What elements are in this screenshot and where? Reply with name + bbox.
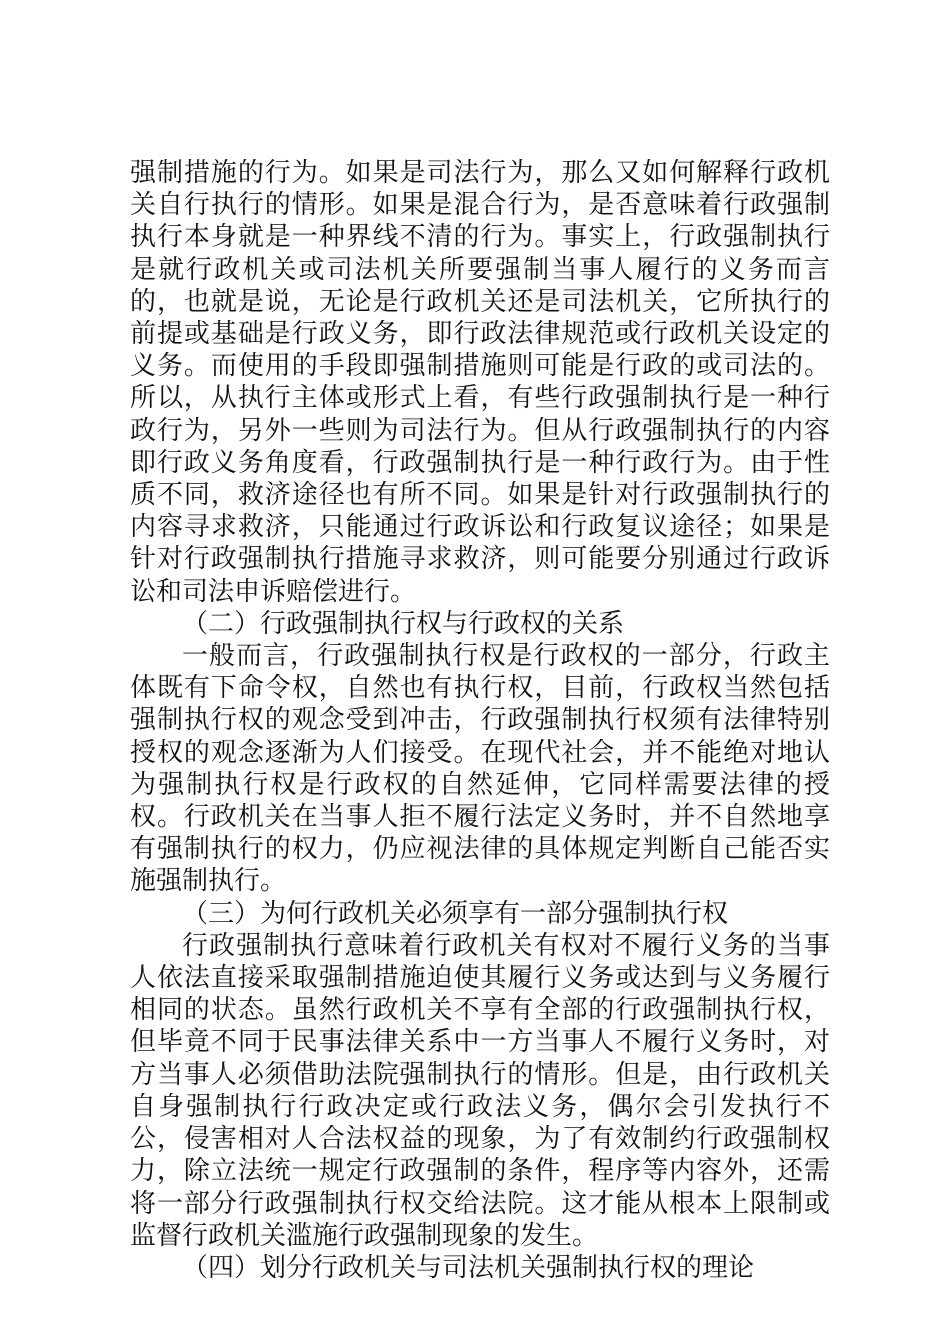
body-paragraph: 强制措施的行为。如果是司法行为，那么又如何解释行政机关自行执行的情形。如果是混合行为，是否意味着行政强制执行本身就是一种界线不清的行为。事实上，行政强制执行是就行政机关或司法机关所要强制当事人履行的义务而言的，也就是说，无论是行政机关还是司法机关，它所执行的前提或基础是行政义务，即行政法律规范或行政机关设定的义务。而使用的手段即强制措施则可能是行政的或司法的。所以，从执行主体或形式上看，有些行政强制执行是一种行政行为，另外一些则为司法行为。但从行政强制执行的内容即行政义务角度看，行政强制执行是一种行政行为。由于性质不同，救济途径也有所不同。如果是针对行政强制执行的内容寻求救济，只能通过行政诉讼和行政复议途径；如果是针对行政强制执行措施寻求救济，则可能要分别通过行政诉讼和司法申诉赔偿进行。 (130, 158, 830, 607)
section-heading: （二）行政强制执行权与行政权的关系 (182, 608, 625, 639)
section-heading: （四）划分行政机关与司法机关强制执行权的理论 (182, 1252, 755, 1283)
body-paragraph: 一般而言，行政强制执行权是行政权的一部分，行政主体既有下命令权，自然也有执行权，目前，行政权当然包括强制执行权的观念受到冲击，行政强制执行权须有法律特别授权的观念逐渐为人们接受。在现代社会，并不能绝对地认为强制执行权是行政权的自然延伸，它同样需要法律的授权。行政机关在当事人拒不履行法定义务时，并不自然地享有强制执行的权力，仍应视法律的具体规定判断自己能否实施强制执行。 (130, 641, 830, 897)
document-body (130, 157, 830, 1284)
body-paragraph: 行政强制执行意味着行政机关有权对不履行义务的当事人依法直接采取强制措施迫使其履行义务或达到与义务履行相同的状态。虽然行政机关不享有全部的行政强制执行权，但毕竟不同于民事法律关系中一方当事人不履行义务时，对方当事人必须借助法院强制执行的情形。但是，由行政机关自身强制执行行政决定或行政法义务，偶尔会引发执行不公，侵害相对人合法权益的现象，为了有效制约行政强制权力，除立法统一规定行政强制的条件，程序等内容外，还需将一部分行政强制执行权交给法院。这才能从根本上限制或监督行政机关滥施行政强制现象的发生。 (130, 930, 830, 1251)
section-heading: （三）为何行政机关必须享有一部分强制执行权 (182, 898, 729, 929)
